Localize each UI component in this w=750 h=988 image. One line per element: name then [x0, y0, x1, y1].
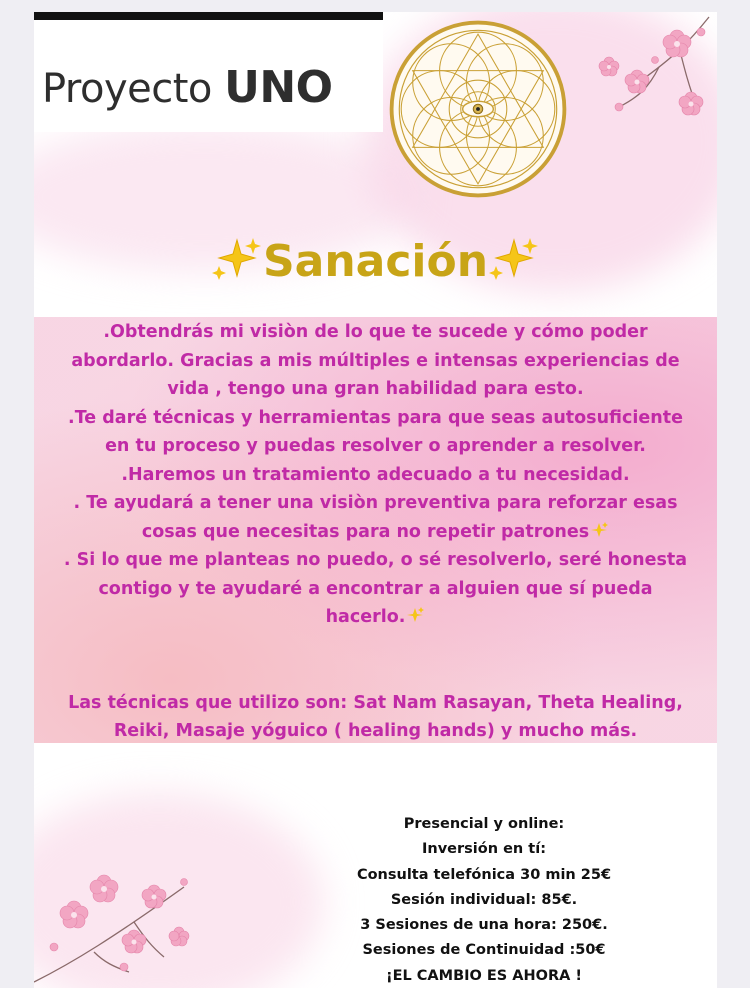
- header-strip: [34, 12, 383, 20]
- pricing-line: 3 Sesiones de una hora: 250€.: [360, 917, 608, 934]
- description-line: .Obtendrás mi visiòn de lo que te sucede y cómo poder: [103, 322, 648, 342]
- description-line-with-spark: [46, 603, 705, 632]
- description-line: contigo y te ayudaré a encontrar a alguien que sí pueda: [98, 578, 653, 599]
- techniques-line: Reiki, Masaje yóguico ( healing hands) y mucho más.: [113, 721, 638, 741]
- cherry-blossom-icon: [579, 12, 717, 137]
- pricing-line: Inversión en tí:: [422, 841, 546, 858]
- brand-name-main: UNO: [224, 62, 333, 113]
- description-line: .Haremos un tratamiento adecuado a tu necesidad.: [121, 464, 630, 485]
- pricing-line: Consulta telefónica 30 min 25€: [356, 866, 612, 883]
- description-text: [46, 318, 705, 746]
- description-line: en tu proceso y puedas resolver o aprender a resolver.: [105, 436, 646, 456]
- description-line-with-spark: [46, 518, 705, 547]
- description-line: . Te ayudará a tener una visiòn preventiva para reforzar esas: [73, 493, 678, 513]
- title-text: Sanación: [262, 236, 489, 287]
- description-line: vida , tengo una gran habilidad para esto.: [167, 379, 584, 399]
- call-to-action: ¡EL CAMBIO ES AHORA !: [385, 967, 583, 984]
- sparkles-icon: [589, 521, 609, 539]
- pricing-line: Presencial y online:: [403, 816, 565, 832]
- techniques-line: Las técnicas que utilizo son: Sat Nam Rasayan, Theta Healing,: [68, 692, 683, 713]
- spacer: [46, 632, 705, 689]
- flyer-page: [34, 12, 717, 988]
- mandala-icon: [382, 13, 574, 205]
- description-line: . Si lo que me planteas no puedo, o sé resolverlo, seré honesta: [63, 550, 688, 570]
- sparkles-icon: [405, 606, 425, 624]
- description-line: hacerlo.: [325, 607, 406, 627]
- brand-name: [42, 62, 333, 113]
- description-line: abordarlo. Gracias a mis múltiples e intensas experiencias de: [71, 350, 680, 371]
- sparkles-icon: [211, 234, 263, 282]
- brand-logo: [34, 22, 383, 132]
- page-title: [34, 234, 717, 287]
- description-line: .Te daré técnicas y herramientas para que seas autosuficiente: [68, 407, 683, 428]
- sparkles-icon: [488, 234, 540, 282]
- cherry-blossom-icon: [34, 867, 204, 988]
- brand-name-prefix: Proyecto: [42, 66, 212, 112]
- description-line: cosas que necesitas para no repetir patrones: [141, 521, 590, 542]
- pricing-block: [334, 812, 634, 988]
- pricing-line: Sesión individual: 85€.: [390, 891, 578, 908]
- pricing-line: Sesiones de Continuidad :50€: [362, 942, 606, 959]
